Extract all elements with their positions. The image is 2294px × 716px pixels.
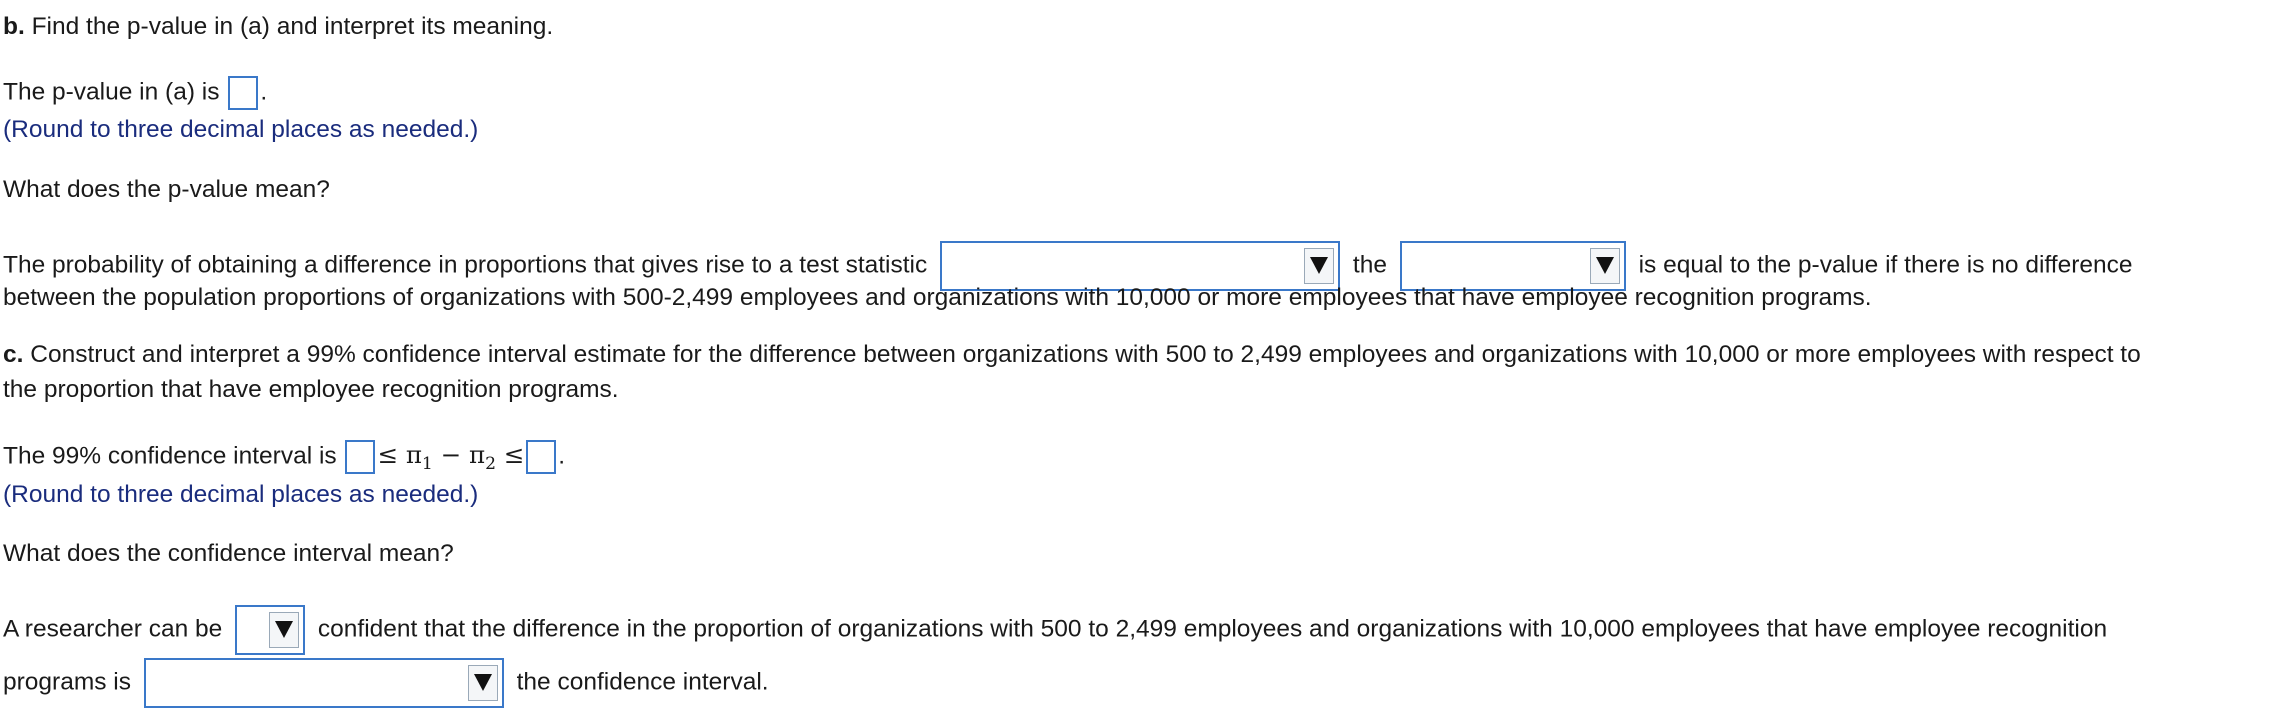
- ci-prefix: The 99% confidence interval is: [3, 442, 337, 470]
- le-symbol: ≤: [377, 440, 399, 470]
- ci-row: [3, 440, 565, 479]
- part-c-question-line2: the proportion that have employee recognition programs.: [3, 376, 619, 403]
- pvalue-row: [3, 76, 267, 110]
- pi2-symbol: π: [468, 440, 486, 470]
- part-c-question-text: Construct and interpret a 99% confidence interval estimate for the difference between organizations with 500 to 2,499 employees and organizations with 10,000 or more employees with respect to: [30, 341, 2141, 368]
- minus-symbol: −: [440, 440, 462, 470]
- ci-sentence-mid: confident that the difference in the proportion of organizations with 500 to 2,499 employees and organizations with 10,000 employees that have employee recognition: [317, 615, 2108, 643]
- ci-sentence-line1: [3, 605, 2107, 655]
- pi1-symbol: π: [405, 440, 422, 470]
- ci-sentence-line2-end: the confidence interval.: [516, 668, 769, 696]
- part-c-label: c.: [3, 341, 24, 368]
- pi1-subscript: 1: [421, 454, 433, 475]
- ci-suffix: .: [558, 442, 566, 470]
- le-symbol-2: ≤: [503, 440, 525, 470]
- chevron-down-icon[interactable]: [1304, 248, 1334, 284]
- part-c-question-line1: [3, 340, 2141, 370]
- pvalue-meaning-question: What does the p-value mean?: [3, 176, 330, 203]
- round-hint-c: (Round to three decimal places as needed.): [3, 481, 479, 508]
- ci-lower-input[interactable]: [345, 440, 375, 474]
- ci-sentence-line2-start: programs is: [3, 668, 131, 696]
- pvalue-sentence-mid: the: [1352, 251, 1387, 279]
- ci-expression: [377, 440, 525, 475]
- pvalue-input[interactable]: [228, 76, 258, 110]
- ci-sentence-line2: [3, 658, 769, 708]
- pi2-subscript: 2: [485, 454, 496, 475]
- ci-meaning-question: What does the confidence interval mean?: [3, 540, 454, 567]
- pvalue-suffix: .: [260, 78, 268, 106]
- part-b-question-text: Find the p-value in (a) and interpret its meaning.: [31, 13, 554, 40]
- pvalue-sentence-end: is equal to the p-value if there is no difference: [1638, 251, 2133, 279]
- round-hint-b: (Round to three decimal places as needed.): [3, 116, 479, 143]
- pvalue-sentence-line2: between the population proportions of organizations with 500-2,499 employees and organizations with 10,000 or more employees that have employee recognition programs.: [3, 284, 1872, 311]
- ci-sentence-start: A researcher can be: [3, 615, 223, 643]
- part-b-question: [3, 12, 553, 42]
- interval-relation-dropdown[interactable]: [144, 658, 504, 708]
- chevron-down-icon[interactable]: [269, 612, 299, 648]
- chevron-down-icon[interactable]: [1590, 248, 1620, 284]
- ci-upper-input[interactable]: [526, 440, 556, 474]
- pvalue-prefix: The p-value in (a) is: [3, 78, 220, 106]
- chevron-down-icon[interactable]: [468, 665, 498, 701]
- pvalue-sentence-start: The probability of obtaining a difference in proportions that gives rise to a test statistic: [3, 251, 928, 279]
- part-b-label: b.: [3, 13, 25, 40]
- confidence-level-dropdown[interactable]: [235, 605, 305, 655]
